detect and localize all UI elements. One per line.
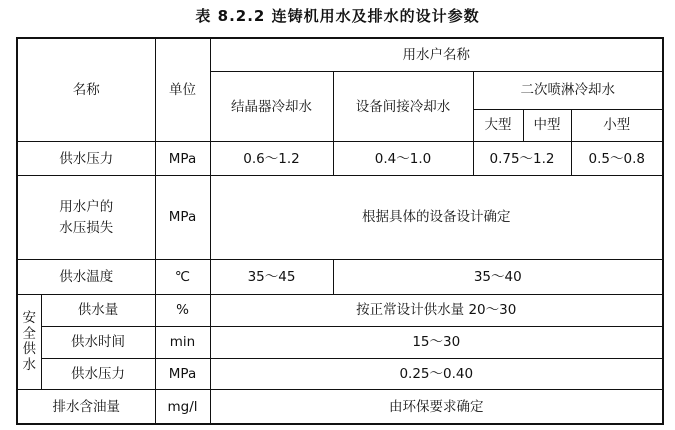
table-caption: 表 8.2.2 连铸机用水及排水的设计参数	[195, 7, 480, 25]
cell-value: 由环保要求确定	[210, 390, 663, 424]
cell-value: 按正常设计供水量 20～30	[210, 294, 663, 326]
row-label: 排水含油量	[17, 390, 155, 424]
row-unit: mg/l	[155, 390, 210, 424]
table-row	[17, 142, 663, 176]
cell-value: 35～45	[210, 259, 333, 294]
header-equipment-cooling: 设备间接冷却水	[333, 72, 473, 142]
row-label-line: 水压损失	[59, 219, 114, 236]
row-label: 供水压力	[17, 142, 155, 176]
group-label-safety-supply: 安全供水	[17, 294, 41, 390]
row-label: 供水压力	[41, 358, 155, 390]
cell-value: 0.25～0.40	[210, 358, 663, 390]
cell-value: 0.4～1.0	[333, 142, 473, 176]
table-row	[17, 176, 663, 259]
header-large: 大型	[473, 109, 523, 142]
design-parameter-table	[16, 37, 664, 425]
cell-value: 35～40	[333, 259, 663, 294]
row-unit: MPa	[155, 176, 210, 259]
row-label: 供水量	[41, 294, 155, 326]
row-label: 供水时间	[41, 326, 155, 358]
row-label-line: 用水户的	[59, 199, 114, 216]
header-mold-cooling: 结晶器冷却水	[210, 72, 333, 142]
row-label: 供水温度	[17, 259, 155, 294]
table-row	[17, 259, 663, 294]
row-label	[17, 176, 155, 259]
table-row	[17, 294, 663, 326]
header-name: 名称	[17, 38, 155, 142]
row-unit: min	[155, 326, 210, 358]
header-spray-cooling: 二次喷淋冷却水	[473, 72, 663, 109]
cell-value: 0.75～1.2	[473, 142, 571, 176]
row-unit: MPa	[155, 142, 210, 176]
cell-value: 0.5～0.8	[571, 142, 663, 176]
header-small: 小型	[571, 109, 663, 142]
cell-value: 根据具体的设备设计确定	[210, 176, 663, 259]
table-row	[17, 326, 663, 358]
header-user-name: 用水户名称	[210, 38, 663, 72]
table-row	[17, 390, 663, 424]
row-unit: %	[155, 294, 210, 326]
header-medium: 中型	[523, 109, 571, 142]
cell-value: 15～30	[210, 326, 663, 358]
row-unit: MPa	[155, 358, 210, 390]
cell-value: 0.6～1.2	[210, 142, 333, 176]
table-row	[17, 358, 663, 390]
row-unit: ℃	[155, 259, 210, 294]
header-unit: 单位	[155, 38, 210, 142]
